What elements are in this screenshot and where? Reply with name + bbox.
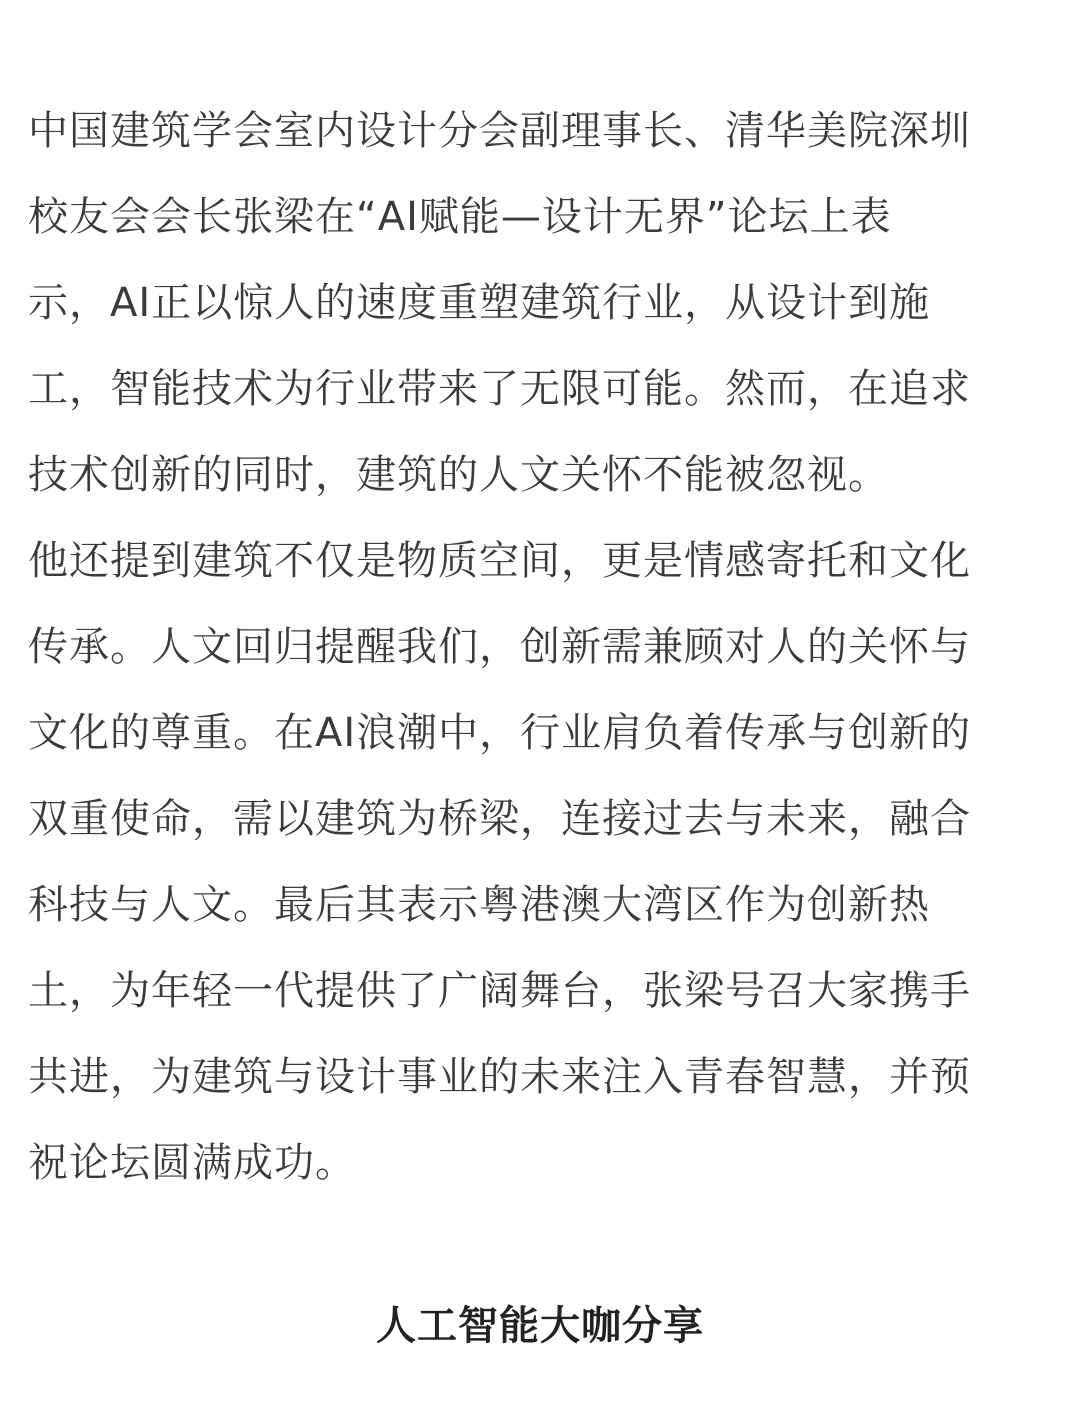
- text-line: 传承。人文回归提醒我们，创新需兼顾对人的关怀与: [28, 624, 971, 670]
- section-title: 人工智能大咖分享: [376, 1303, 704, 1349]
- text-line: 中国建筑学会室内设计分会副理事长、清华美院深圳: [28, 108, 971, 154]
- text-line: 示，AI正以惊人的速度重塑建筑行业，从设计到施: [28, 280, 931, 326]
- text-line: 校友会会长张梁在“AI赋能—设计无界”论坛上表: [28, 194, 892, 240]
- paragraph-2: [28, 518, 1028, 1206]
- text-line: 他还提到建筑不仅是物质空间，更是情感寄托和文化: [28, 538, 971, 584]
- text-line: 技术创新的同时，建筑的人文关怀不能被忽视。: [28, 452, 889, 498]
- paragraph-1: [28, 88, 1028, 518]
- article-body: [28, 88, 1028, 1206]
- text-line: 科技与人文。最后其表示粤港澳大湾区作为创新热: [28, 882, 930, 928]
- text-line: 土，为年轻一代提供了广阔舞台，张梁号召大家携手: [28, 968, 971, 1014]
- text-line: 文化的尊重。在AI浪潮中，行业肩负着传承与创新的: [28, 710, 972, 756]
- text-line: 工，智能技术为行业带来了无限可能。然而，在追求: [28, 366, 971, 412]
- text-line: 双重使命，需以建筑为桥梁，连接过去与未来，融合: [28, 796, 971, 842]
- text-line: 祝论坛圆满成功。: [28, 1140, 356, 1186]
- text-line: 共进，为建筑与设计事业的未来注入青春智慧，并预: [28, 1054, 971, 1100]
